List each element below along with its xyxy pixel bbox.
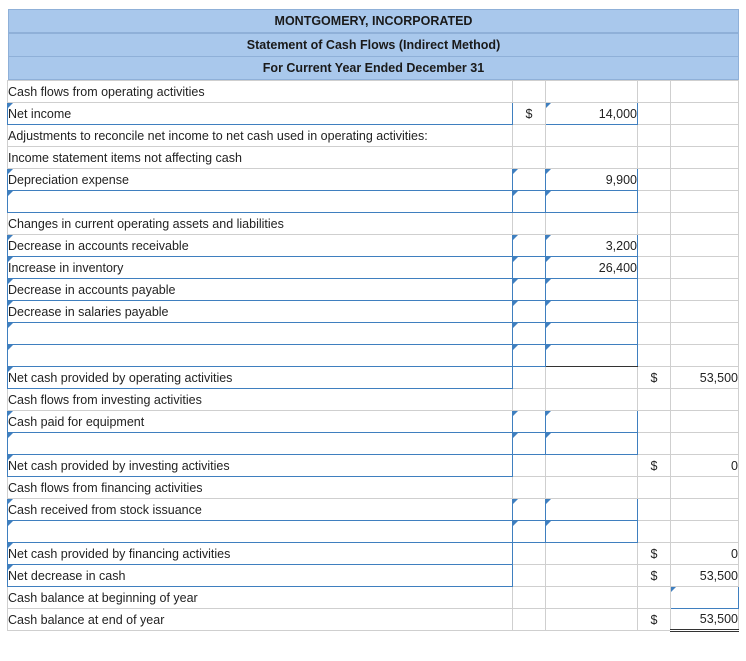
table-row (8, 543, 739, 565)
table-row (8, 191, 739, 213)
row-label: Cash balance at beginning of year (8, 587, 513, 609)
net-change-label-input[interactable]: Net decrease in cash (8, 565, 513, 587)
table-row (8, 81, 739, 103)
row-label: Income statement items not affecting cash (8, 147, 513, 169)
row-label: Cash flows from financing activities (8, 477, 513, 499)
table-row (8, 147, 739, 169)
beginning-balance-input[interactable] (671, 587, 739, 609)
table-row (8, 455, 739, 477)
amount-input[interactable] (546, 433, 638, 455)
table-row (8, 169, 739, 191)
ap-amount-input[interactable] (546, 279, 638, 301)
table-row (8, 279, 739, 301)
dollar-sign: $ (638, 565, 671, 587)
table-row (8, 367, 739, 389)
table-row (8, 323, 739, 345)
ar-amount-input[interactable]: 3,200 (546, 235, 638, 257)
row-label: Changes in current operating assets and liabilities (8, 213, 513, 235)
amount-input[interactable] (513, 499, 546, 521)
company-name: MONTGOMERY, INCORPORATED (8, 9, 739, 33)
amount-input[interactable] (513, 279, 546, 301)
amount-input[interactable] (513, 433, 546, 455)
amount-input[interactable] (546, 521, 638, 543)
amount-input[interactable] (513, 411, 546, 433)
ending-balance-value: 53,500 (671, 609, 739, 631)
amount-input[interactable] (513, 345, 546, 367)
dollar-sign: $ (513, 103, 546, 125)
salaries-amount-input[interactable] (546, 301, 638, 323)
inventory-label-input[interactable]: Increase in inventory (8, 257, 513, 279)
equipment-amount-input[interactable] (546, 411, 638, 433)
amount-input[interactable] (546, 191, 638, 213)
ap-label-input[interactable]: Decrease in accounts payable (8, 279, 513, 301)
table-row (8, 345, 739, 367)
investing-total-value: 0 (671, 455, 739, 477)
statement-title: Statement of Cash Flows (Indirect Method) (8, 33, 739, 57)
dollar-sign: $ (638, 609, 671, 631)
depreciation-amount-input[interactable]: 9,900 (546, 169, 638, 191)
table-row (8, 565, 739, 587)
stock-issuance-label-input[interactable]: Cash received from stock issuance (8, 499, 513, 521)
table-row (8, 213, 739, 235)
financing-total-label-input[interactable]: Net cash provided by financing activities (8, 543, 513, 565)
amount-input[interactable] (513, 301, 546, 323)
amount-input[interactable] (513, 235, 546, 257)
blank-label-input[interactable] (8, 345, 513, 367)
table-row (8, 587, 739, 609)
blank-label-input[interactable] (8, 521, 513, 543)
net-income-amount-input[interactable]: 14,000 (546, 103, 638, 125)
operating-total-value: 53,500 (671, 367, 739, 389)
table-row (8, 301, 739, 323)
operating-total-label-input[interactable]: Net cash provided by operating activities (8, 367, 513, 389)
amount-input[interactable] (546, 323, 638, 345)
table-row (8, 609, 739, 631)
cash-flow-statement (7, 80, 739, 632)
amount-input[interactable] (513, 169, 546, 191)
ar-label-input[interactable]: Decrease in accounts receivable (8, 235, 513, 257)
row-label: Cash flows from operating activities (8, 81, 513, 103)
stock-issuance-amount-input[interactable] (546, 499, 638, 521)
dollar-sign: $ (638, 455, 671, 477)
table-row (8, 477, 739, 499)
table-row (8, 411, 739, 433)
amount-input[interactable] (513, 521, 546, 543)
table-row (8, 433, 739, 455)
table-row (8, 125, 739, 147)
table-row (8, 257, 739, 279)
dollar-sign: $ (638, 543, 671, 565)
table-row (8, 499, 739, 521)
depreciation-label-input[interactable]: Depreciation expense (8, 169, 513, 191)
table-row (8, 103, 739, 125)
table-row (8, 235, 739, 257)
amount-input[interactable] (513, 257, 546, 279)
statement-period: For Current Year Ended December 31 (8, 56, 739, 80)
investing-total-label-input[interactable]: Net cash provided by investing activities (8, 455, 513, 477)
blank-label-input[interactable] (8, 433, 513, 455)
salaries-label-input[interactable]: Decrease in salaries payable (8, 301, 513, 323)
row-label: Adjustments to reconcile net income to net cash used in operating activities: (8, 125, 513, 147)
inventory-amount-input[interactable]: 26,400 (546, 257, 638, 279)
financing-total-value: 0 (671, 543, 739, 565)
equipment-label-input[interactable]: Cash paid for equipment (8, 411, 513, 433)
table-row (8, 389, 739, 411)
net-income-label-input[interactable]: Net income (8, 103, 513, 125)
net-change-value: 53,500 (671, 565, 739, 587)
row-label: Cash balance at end of year (8, 609, 513, 631)
row-label: Cash flows from investing activities (8, 389, 513, 411)
table-row (8, 521, 739, 543)
blank-label-input[interactable] (8, 191, 513, 213)
dollar-sign: $ (638, 367, 671, 389)
amount-input[interactable] (513, 323, 546, 345)
blank-label-input[interactable] (8, 323, 513, 345)
amount-input[interactable] (513, 191, 546, 213)
amount-input[interactable] (546, 345, 638, 367)
